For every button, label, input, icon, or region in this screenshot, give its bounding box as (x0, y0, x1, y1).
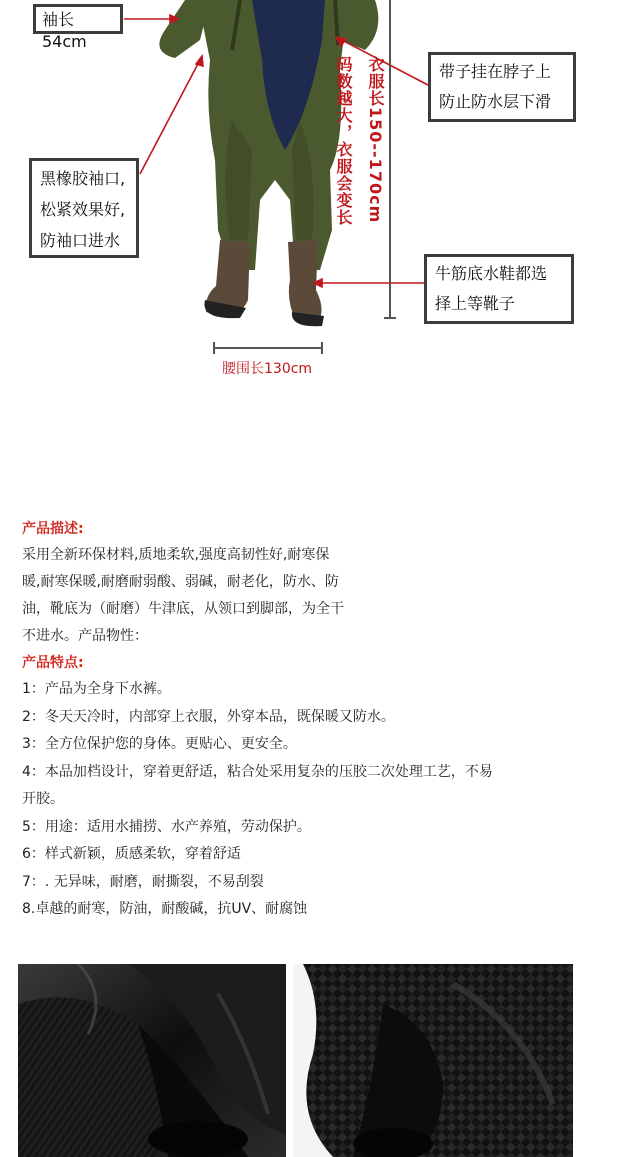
rubber-cuff-line-1: 黑橡胶袖口, (40, 169, 126, 188)
description-title: 产品描述: (22, 521, 84, 537)
size-note-label: 码数越大，衣服会变长 (334, 56, 353, 226)
feature-item: 开胶。 (22, 791, 64, 807)
boots-callout (424, 254, 574, 324)
feature-item: 3：全方位保护您的身体。更贴心、更安全。 (22, 736, 297, 752)
description-line: 油，靴底为（耐磨）牛津底，从领口到脚部，为全干 (22, 601, 344, 617)
feature-item: 8.卓越的耐寒，防油，耐酸碱，抗UV、耐腐蚀 (22, 901, 308, 917)
rubber-cuff-line-2: 松紧效果好, (40, 200, 126, 219)
feature-item: 1：产品为全身下水裤。 (22, 681, 171, 697)
feature-item: 4：本品加档设计，穿着更舒适，粘合处采用复杂的压胶二次处理工艺，不易 (22, 763, 493, 780)
description-line: 暖,耐寒保暖,耐磨耐弱酸、弱碱，耐老化，防水、防 (22, 574, 339, 590)
rubber-cuff-line-3: 防袖口进水 (40, 231, 121, 250)
neck-strap-callout (428, 52, 576, 122)
neck-strap-line-2: 防止防水层下滑 (439, 92, 552, 111)
sleeve-length-callout (33, 4, 123, 51)
waist-length-label: 腰围长130cm (222, 361, 313, 377)
feature-item: 7：. 无异味，耐磨，耐撕裂，不易刮裂 (22, 873, 264, 890)
feature-item: 2：冬天天冷时，内部穿上衣服，外穿本品，既保暖又防水。 (22, 708, 395, 725)
boots-line-1: 牛筋底水鞋都选 (435, 264, 548, 283)
features-list (22, 676, 602, 924)
description-line: 采用全新环保材料,质地柔软,强度高韧性好,耐寒保 (22, 547, 330, 563)
description-line: 不进水。产品物性： (22, 628, 148, 644)
rubber-cuff-callout (29, 158, 139, 258)
neck-strap-line-1: 带子挂在脖子上 (439, 62, 552, 81)
description-body (22, 542, 602, 650)
sleeve-length-label: 袖长54cm (42, 10, 87, 51)
material-closeup-photo-left (18, 964, 286, 1157)
product-diagram (0, 0, 620, 460)
feature-item: 6：样式新颖，质感柔软，穿着舒适 (22, 846, 241, 862)
features-title: 产品特点: (22, 655, 84, 671)
material-closeup-photo-right (293, 964, 573, 1157)
product-description (22, 516, 602, 924)
garment-length-label: 衣服长150--170cm (366, 56, 385, 224)
boots-line-2: 择上等靴子 (435, 294, 516, 313)
feature-item: 5：用途：适用水捕捞、水产养殖，劳动保护。 (22, 818, 311, 835)
